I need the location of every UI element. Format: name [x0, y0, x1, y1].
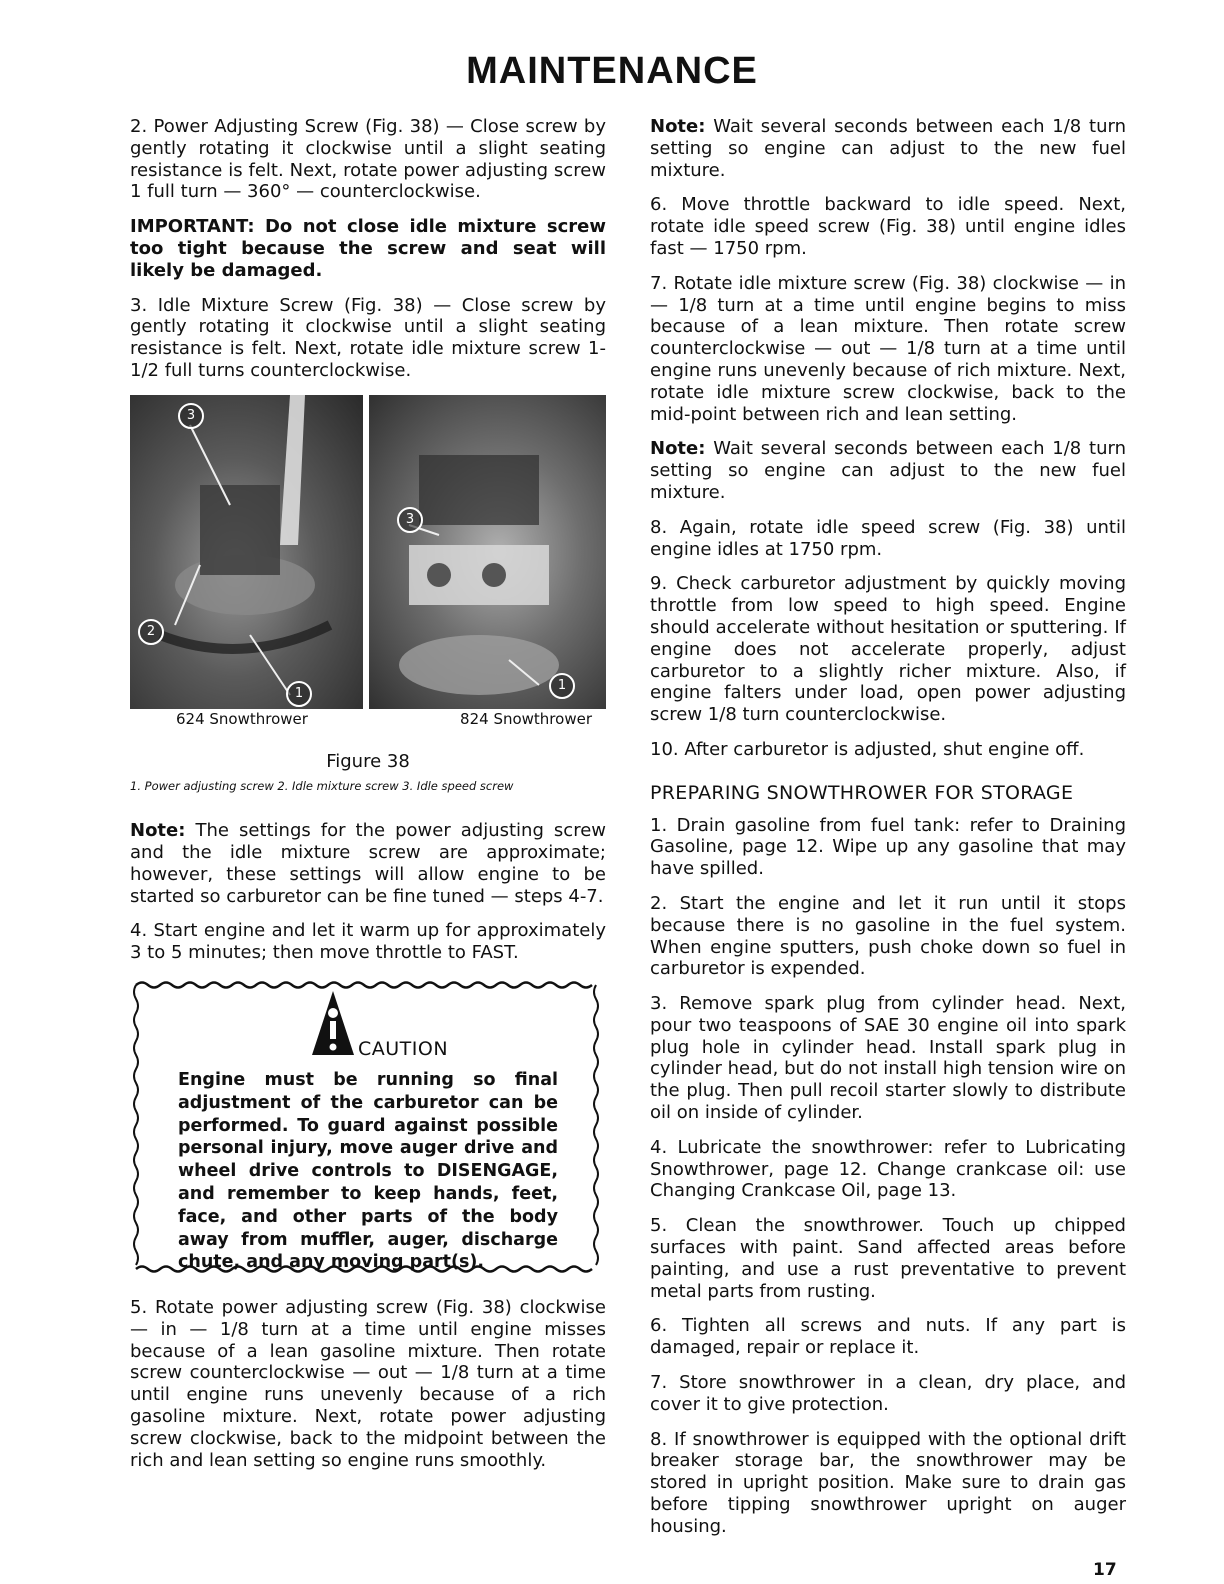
carburetor-photo-left	[130, 395, 363, 709]
storage-step-2: 2. Start the engine and let it run until it stops because there is no gasoline in the fuel system. When engine sputters, push choke down so fuel in carburetor is expended.	[650, 892, 1126, 980]
note-label: Note:	[650, 116, 706, 137]
callout-3-left: 3	[178, 403, 204, 429]
callout-1-left: 1	[286, 681, 312, 707]
storage-step-4: 4. Lubricate the snowthrower: refer to Lubricating Snowthrower, page 12. Change crankcase oil: use Changing Crankcase Oil, page 13.	[650, 1136, 1126, 1202]
left-column	[130, 116, 606, 1484]
note-text: Wait several seconds between each 1/8 turn setting so engine can adjust to the new fuel mixture.	[650, 438, 1126, 503]
storage-step-3: 3. Remove spark plug from cylinder head. Next, pour two teaspoons of SAE 30 engine oil into spark plug hole in cylinder head. Install spark plug in cylinder head, but do not install high tension wire on the plug. Then pull recoil starter slowly to distribute oil on inside of cylinder.	[650, 993, 1126, 1124]
step-9-check-carburetor: 9. Check carburetor adjustment by quickly moving throttle from low speed to high speed. Engine should accelerate without hesitation or sputtering. If engine does not accelerate properly, adjust carburetor to a slightly richer mixture. Also, if engine falters under load, open power adjusting screw 1/8 turn counterclockwise.	[650, 573, 1126, 726]
callout-2-left: 2	[138, 619, 164, 645]
page-number: 17	[1093, 1560, 1117, 1580]
step-5-rotate-power-screw: 5. Rotate power adjusting screw (Fig. 38) clockwise — in — 1/8 turn at a time until engine misses because of a lean gasoline mixture. Then rotate screw counterclockwise — out — 1/8 turn at a time until engine runs unevenly because of a rich gasoline mixture. Next, rotate power adjusting screw clockwise, back to the midpoint between the rich and lean setting so engine runs smoothly.	[130, 1296, 606, 1471]
warning-triangle-icon	[310, 989, 356, 1057]
storage-step-5: 5. Clean the snowthrower. Touch up chipped surfaces with paint. Sand affected areas before painting, and use a rust preventative to prevent metal parts from rusting.	[650, 1215, 1126, 1302]
note-label: Note:	[650, 438, 706, 460]
page-title: MAINTENANCE	[466, 50, 758, 92]
step-4-start-engine: 4. Start engine and let it warm up for approximately 3 to 5 minutes; then move throttle to FAST.	[130, 920, 606, 964]
note-text: The settings for the power adjusting screw and the idle mixture screw are approximate; however, these settings will allow engine to be started so carburetor can be fine tuned — steps 4-7.	[130, 820, 606, 907]
storage-step-1: 1. Drain gasoline from fuel tank: refer to Draining Gasoline, page 12. Wipe up any gasoline that may have spilled.	[650, 814, 1126, 880]
note-wait-1	[650, 116, 1126, 181]
carburetor-photo-right	[369, 395, 606, 709]
storage-step-8: 8. If snowthrower is equipped with the optional drift breaker storage bar, the snowthrower may be stored in upright position. Make sure to drain gas before tipping snowthrower upright on auger housing.	[650, 1428, 1126, 1537]
photo-624-snowthrower	[130, 395, 363, 709]
step-2-power-adjusting-screw: 2. Power Adjusting Screw (Fig. 38) — Close screw by gently rotating it clockwise until a slight seating resistance is felt. Next, rotate power adjusting screw 1 full turn — 360° — counterclockwise.	[130, 116, 606, 203]
important-text: Do not close idle mixture screw too tight because the screw and seat will likely be damaged.	[130, 216, 606, 281]
step-10-shut-off: 10. After carburetor is adjusted, shut engine off.	[650, 738, 1085, 760]
important-notice	[130, 216, 606, 281]
figure-legend: 1. Power adjusting screw 2. Idle mixture screw 3. Idle speed screw	[130, 779, 514, 794]
caution-text: Engine must be running so final adjustment of the carburetor can be performed. To guard against possible personal injury, move auger drive and wheel drive controls to DISENGAGE, and remember to keep hands, feet, face, and other parts of the body away from muffler, auger, discharge chute, and any moving part(s).	[178, 1069, 558, 1273]
callout-1-right: 1	[549, 673, 575, 699]
caution-heading: CAUTION	[358, 1037, 449, 1060]
photo-824-snowthrower	[369, 395, 606, 709]
note-wait-2	[650, 438, 1126, 503]
important-label: IMPORTANT:	[130, 216, 255, 238]
figure-38	[130, 395, 606, 705]
storage-step-6: 6. Tighten all screws and nuts. If any part is damaged, repair or replace it.	[650, 1315, 1126, 1359]
storage-heading: PREPARING SNOWTHROWER FOR STORAGE	[650, 781, 1074, 804]
note-label: Note:	[130, 820, 186, 842]
figure-captions	[130, 709, 606, 731]
callout-3-right: 3	[397, 507, 423, 533]
storage-step-7: 7. Store snowthrower in a clean, dry place, and cover it to give protection.	[650, 1372, 1126, 1415]
step-8-idle-speed-again: 8. Again, rotate idle speed screw (Fig. 38) until engine idles at 1750 rpm.	[650, 516, 1126, 560]
step-3-idle-mixture-screw: 3. Idle Mixture Screw (Fig. 38) — Close screw by gently rotating it clockwise until a slight seating resistance is felt. Next, rotate idle mixture screw 1-1/2 full turns counterclockwise.	[130, 294, 606, 381]
figure-title: Figure 38	[326, 750, 410, 772]
step-7-idle-mixture: 7. Rotate idle mixture screw (Fig. 38) clockwise — in — 1/8 turn at a time until engine begins to miss because of a lean mixture. Then rotate screw counterclockwise — out — 1/8 turn at a time until engine runs unevenly because of rich mixture. Next, rotate idle mixture screw clockwise, back to the mid-point between rich and lean setting.	[650, 272, 1126, 425]
right-column	[650, 116, 1126, 1551]
caption-624: 624 Snowthrower	[176, 709, 308, 728]
caution-box	[130, 977, 606, 1277]
step-6-idle-speed: 6. Move throttle backward to idle speed. Next, rotate idle speed screw (Fig. 38) until engine idles fast — 1750 rpm.	[650, 194, 1126, 259]
caption-824: 824 Snowthrower	[460, 709, 592, 728]
settings-note	[130, 820, 606, 907]
note-text: Wait several seconds between each 1/8 turn setting so engine can adjust to the new fuel mixture.	[650, 116, 1126, 181]
